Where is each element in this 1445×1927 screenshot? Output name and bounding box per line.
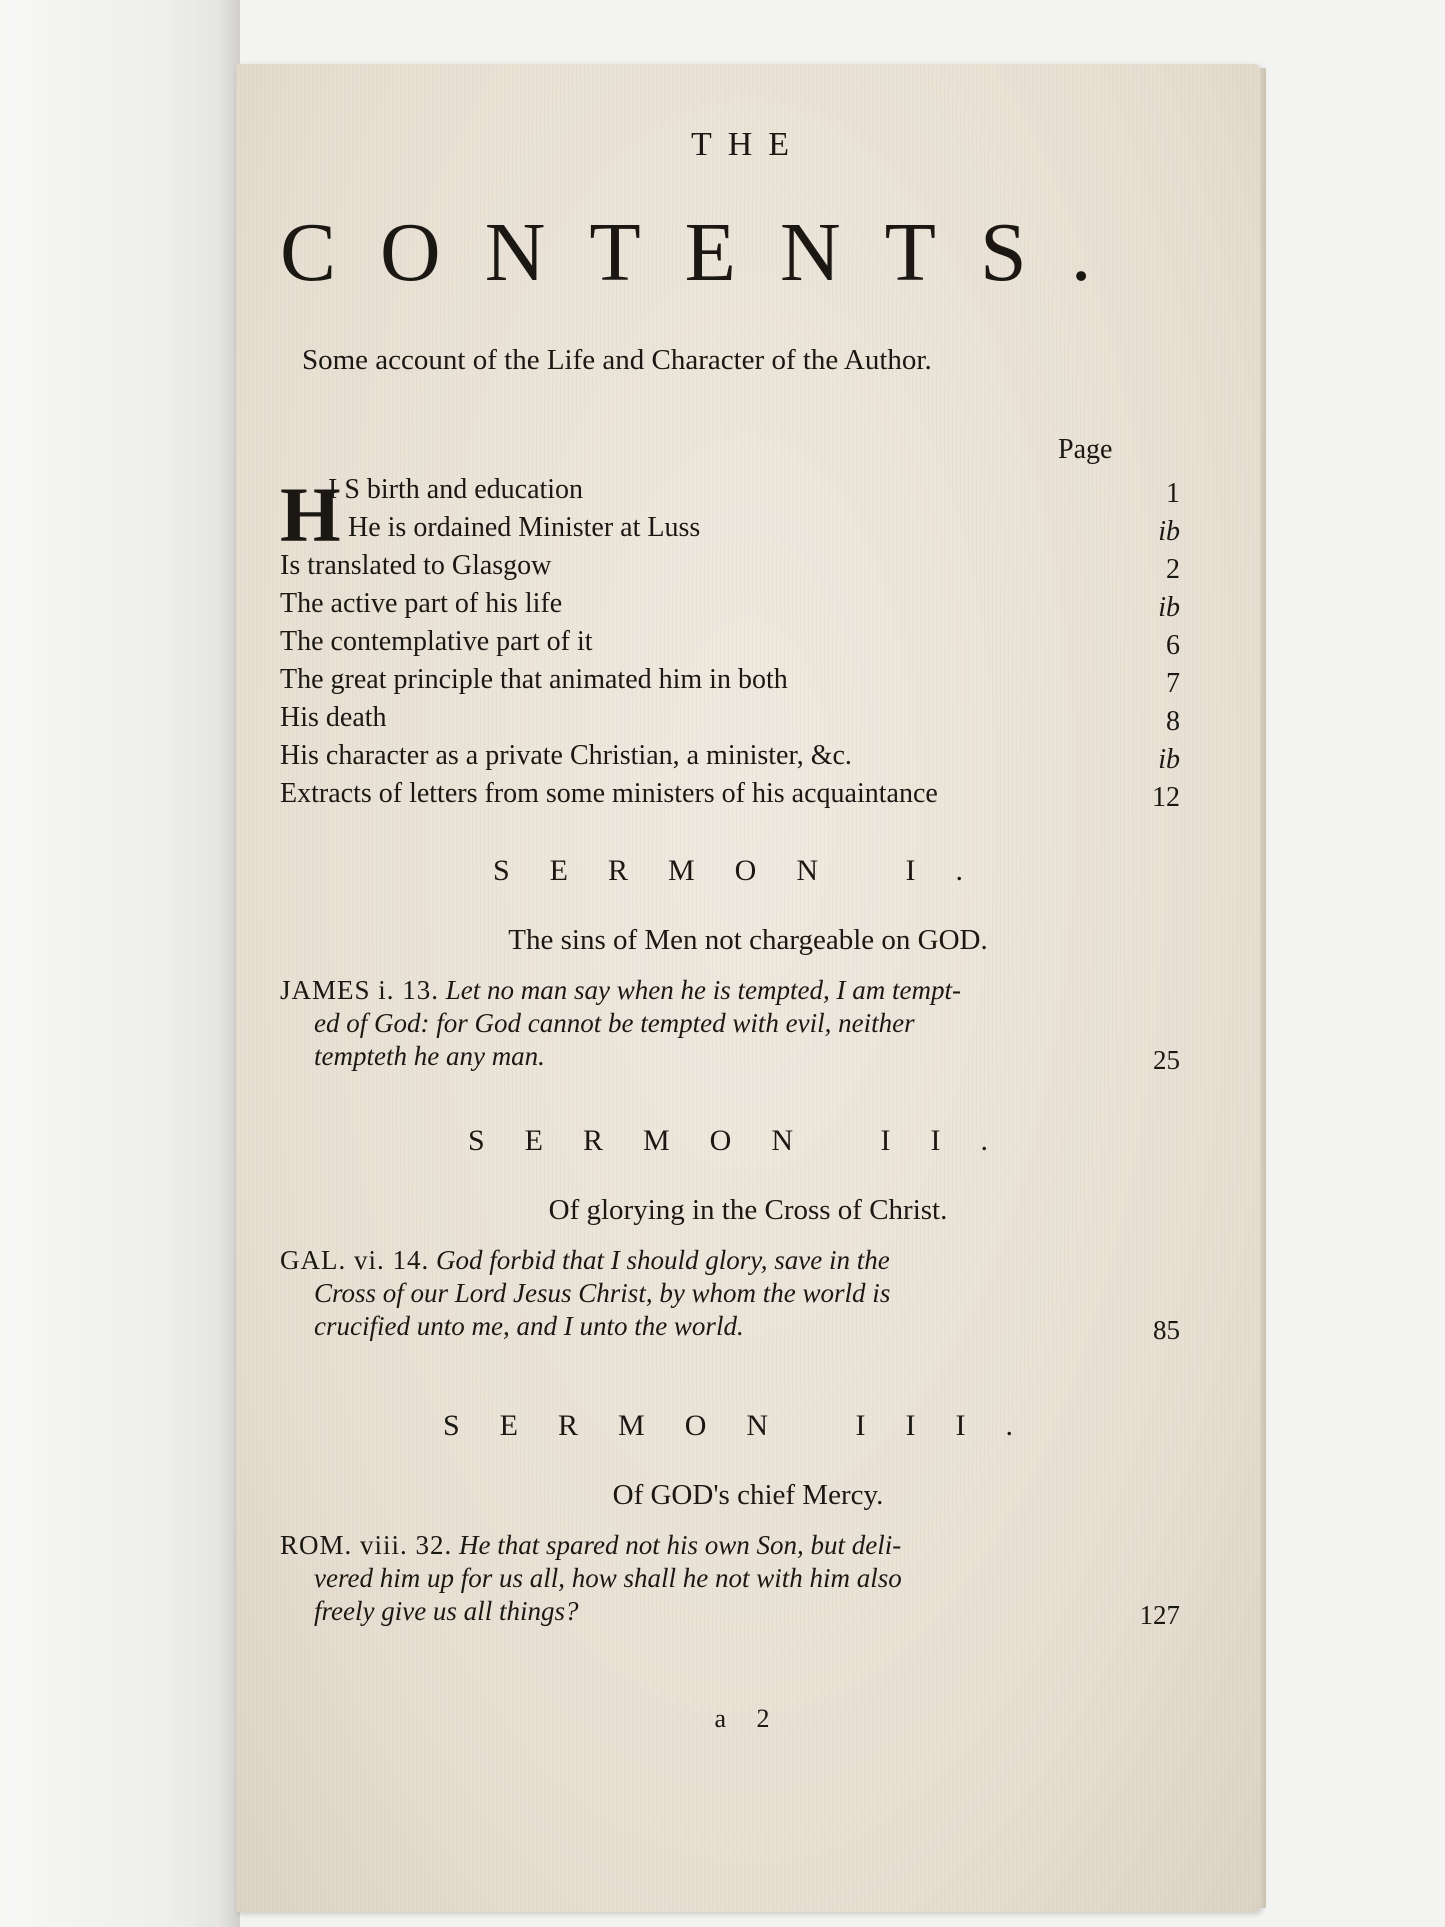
sermon-verse	[280, 1244, 1180, 1343]
verse-reference: GAL. vi. 14.	[280, 1245, 430, 1275]
verse-reference: JAMES i. 13.	[280, 975, 440, 1005]
sermon-title: SERMON III.	[443, 1409, 1053, 1442]
facing-page	[0, 0, 240, 1927]
verse-text: Cross of our Lord Jesus Christ, by whom the world is	[314, 1278, 891, 1308]
sermon-title: SERMON II.	[467, 1124, 1028, 1157]
toc-item-label: The great principle that animated him in both	[280, 664, 788, 695]
sermon-subtitle: The sins of Men not chargeable on GOD.	[508, 924, 988, 956]
toc-item	[280, 512, 1180, 550]
sermon-page: 85	[1153, 1315, 1180, 1345]
verse-line	[280, 1244, 1180, 1277]
verse-text: He that spared not his own Son, but deli-	[459, 1530, 902, 1560]
toc-item-label: His death	[280, 702, 387, 733]
verse-line	[280, 1562, 1180, 1595]
verse-text: crucified unto me, and I unto the world.	[314, 1311, 744, 1341]
verse-text: tempteth he any man.	[314, 1041, 545, 1071]
verse-line	[280, 1595, 1180, 1628]
toc-item-page: 7	[1166, 668, 1180, 699]
toc-item-label: Is translated to Glasgow	[280, 550, 552, 581]
toc-item-label: Extracts of letters from some ministers of his acquaintance	[280, 778, 938, 809]
toc-item-label: He is ordained Minister at Luss	[348, 512, 701, 543]
signature-mark: a 2	[714, 1704, 782, 1733]
verse-text: freely give us all things?	[314, 1596, 579, 1626]
verse-line	[280, 1529, 1180, 1562]
toc-item-page: ib	[1158, 592, 1180, 623]
header-contents: CONTENTS.	[280, 206, 1136, 299]
toc-item	[280, 740, 1180, 778]
toc-item	[280, 474, 1180, 512]
toc-item	[280, 588, 1180, 626]
verse-line	[280, 1040, 1180, 1073]
toc-item-page: ib	[1158, 516, 1180, 547]
life-account-subheading: Some account of the Life and Character of the Author.	[302, 344, 932, 376]
toc-item-page: 2	[1166, 554, 1180, 585]
sermon-page: 25	[1153, 1045, 1180, 1075]
sermon-verse	[280, 1529, 1180, 1628]
page-column-label: Page	[1058, 434, 1113, 465]
verse-line	[280, 1277, 1180, 1310]
sermon-page: 127	[1139, 1600, 1180, 1630]
toc-item	[280, 550, 1180, 588]
toc-item-page: 12	[1152, 782, 1180, 813]
drop-cap: H	[280, 471, 341, 558]
toc-item	[280, 664, 1180, 702]
sermon-verse	[280, 974, 1180, 1073]
toc-item-label: His character as a private Christian, a minister, &c.	[280, 740, 852, 771]
toc-item-page: 1	[1166, 478, 1180, 509]
sermon-subtitle: Of GOD's chief Mercy.	[612, 1479, 884, 1511]
toc-item-label: The contemplative part of it	[280, 626, 593, 657]
toc-item-page: 6	[1166, 630, 1180, 661]
verse-line	[280, 1007, 1180, 1040]
toc-item-page: ib	[1158, 744, 1180, 775]
toc-item	[280, 778, 1180, 816]
toc-item	[280, 626, 1180, 664]
toc-list	[280, 471, 1180, 816]
verse-reference: ROM. viii. 32.	[280, 1530, 453, 1560]
verse-text: ed of God: for God cannot be tempted with evil, neither	[314, 1008, 915, 1038]
toc-item-label: The active part of his life	[280, 588, 563, 619]
verse-text: God forbid that I should glory, save in the	[436, 1245, 890, 1275]
toc-item-label: I S birth and education	[328, 474, 584, 505]
toc-item-page: 8	[1166, 706, 1180, 737]
book-page	[236, 64, 1260, 1912]
verse-line	[280, 1310, 1180, 1343]
verse-text: vered him up for us all, how shall he not with him also	[314, 1563, 902, 1593]
toc-item	[280, 702, 1180, 740]
sermon-subtitle: Of glorying in the Cross of Christ.	[548, 1194, 948, 1226]
sermon-title: SERMON I.	[492, 854, 1003, 887]
verse-line	[280, 974, 1180, 1007]
verse-text: Let no man say when he is tempted, I am tempt-	[445, 975, 961, 1005]
header-the: THE	[690, 126, 806, 163]
